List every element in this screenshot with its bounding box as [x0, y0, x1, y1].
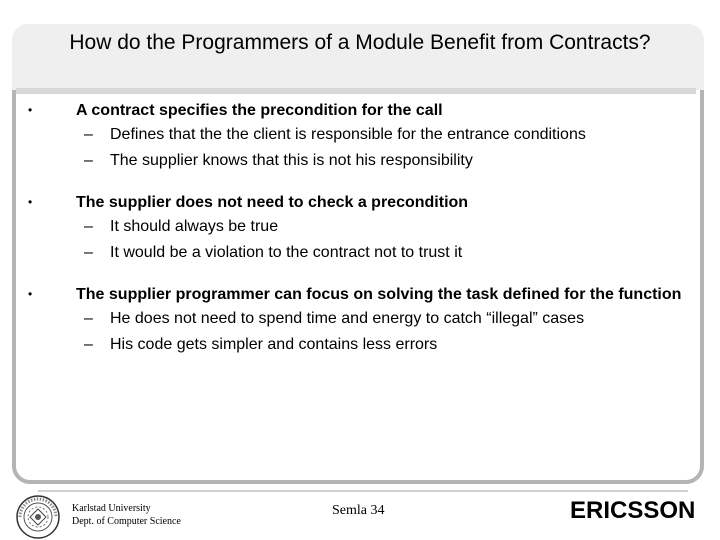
sub-bullet-text: His code gets simpler and contains less errors: [110, 336, 438, 353]
dash-icon: –: [84, 126, 93, 143]
department-name: Dept. of Computer Science: [72, 516, 181, 527]
sub-bullet: [76, 148, 700, 174]
dash-icon: –: [84, 218, 93, 235]
title-divider: [16, 88, 696, 94]
bullet-icon: •: [28, 195, 33, 209]
bullet-text: The supplier programmer can focus on solving the task defined for the function: [76, 286, 682, 303]
sub-bullet: [76, 332, 700, 358]
university-footer: [72, 502, 181, 528]
dash-icon: –: [84, 336, 93, 353]
sub-bullet: [76, 214, 700, 240]
slide-content: [20, 100, 700, 376]
dash-icon: –: [84, 152, 93, 169]
bullet-item: [20, 284, 700, 358]
sub-bullet-text: Defines that the the client is responsible for the entrance conditions: [110, 126, 586, 143]
bullet-text: A contract specifies the precondition for the call: [76, 102, 443, 119]
university-name: Karlstad University: [72, 503, 151, 514]
footer-divider: [38, 490, 688, 492]
bullet-item: [20, 100, 700, 174]
bullet-icon: •: [28, 287, 33, 301]
dash-icon: –: [84, 244, 93, 261]
university-seal-icon: [10, 492, 66, 540]
slide-number: Semla 34: [332, 503, 385, 518]
ericsson-logo: ERICSSON: [570, 497, 696, 524]
bullet-item: [20, 192, 700, 266]
sub-bullet-text: It would be a violation to the contract not to trust it: [110, 244, 463, 261]
slide-title: How do the Programmers of a Module Benefit from Contracts?: [69, 31, 651, 54]
sub-bullet-text: It should always be true: [110, 218, 279, 235]
bullet-icon: •: [28, 103, 33, 117]
sub-bullet: [76, 306, 700, 332]
sub-bullet-text: The supplier knows that this is not his responsibility: [110, 152, 473, 169]
sub-bullet-text: He does not need to spend time and energy to catch “illegal” cases: [110, 310, 585, 327]
sub-bullet: [76, 122, 700, 148]
sub-bullet: [76, 240, 700, 266]
dash-icon: –: [84, 310, 93, 327]
bullet-text: The supplier does not need to check a precondition: [76, 194, 469, 211]
